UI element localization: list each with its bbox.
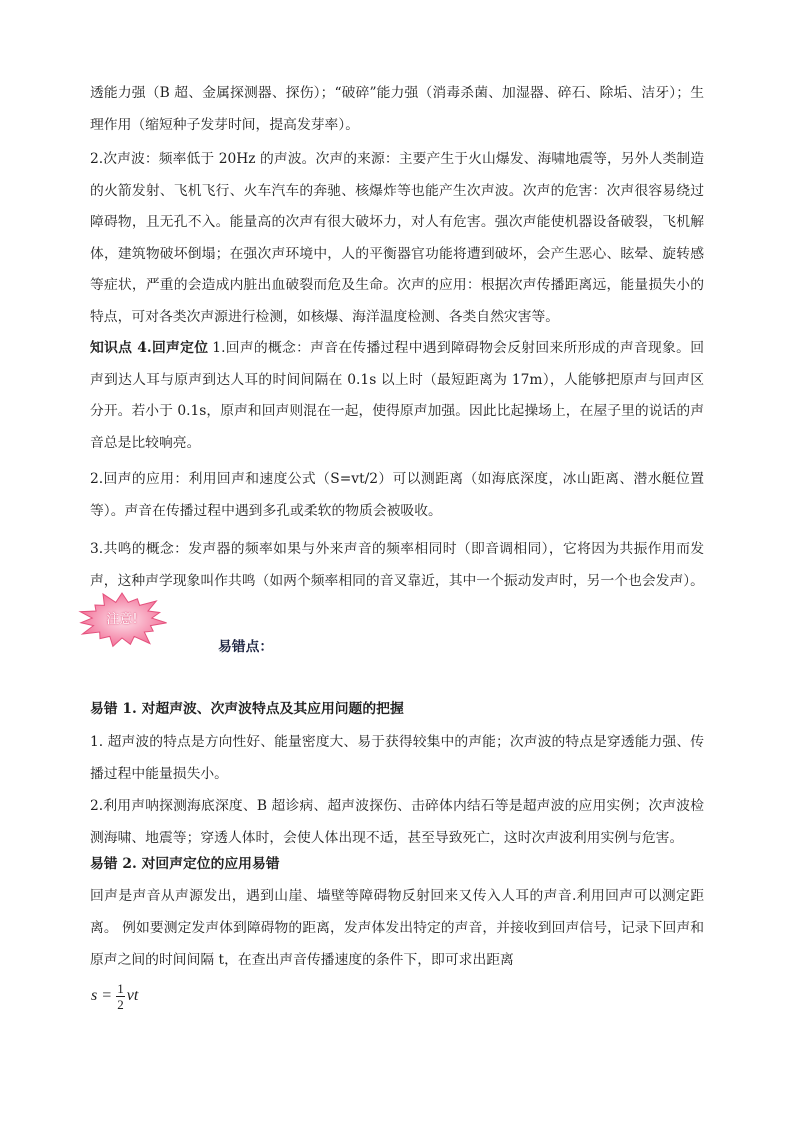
pitfall-1-heading: 易错 1. 对超声波、次声波特点及其应用问题的把握 xyxy=(90,701,404,717)
formula-denominator: 2 xyxy=(117,996,124,1012)
formula-fraction xyxy=(116,981,125,1012)
knowledge-point-4-heading: 知识点 4.回声定位 xyxy=(90,340,209,356)
notice-badge-label: 注意! xyxy=(106,612,138,627)
infrasound-paragraph: 2.次声波：频率低于 20Hz 的声波。次声的来源：主要产生于火山爆发、海啸地震等，另外人类制造的火箭发射、飞机飞行、火车汽车的奔驰、核爆炸等也能产生次声波。次声的危害：次声很容易绕过障碍物，且无孔不入。能量高的次声有很大破坏力，对人有危害。强次声能使机器设备破裂，飞机解体，建筑物破坏倒塌；在强次声环境中，人的平衡器官功能将遭到破坏，会产生恶心、眩晕、旋转感等症状，严重的会造成内脏出血破裂而危及生命。次声的应用：根据次声传播距离远，能量损失小的特点，可对各类次声源进行检测，如核爆、海洋温度检测、各类自然灾害等。 xyxy=(90,151,704,325)
pitfall-1-point-1: 1. 超声波的特点是方向性好、能量密度大、易于获得较集中的声能；次声波的特点是穿透能力强、传播过程中能量损失小。 xyxy=(90,734,704,782)
formula-lhs: s xyxy=(91,987,98,1004)
ultrasound-applications-paragraph: 透能力强（B 超、金属探测器、探伤）；“破碎”能力强（消毒杀菌、加湿器、碎石、除垢、洁牙）；生理作用（缩短种子发芽时间，提高发芽率）。 xyxy=(90,85,704,133)
resonance-concept-paragraph: 3.共鸣的概念：发声器的频率如果与外来声音的频率相同时（即音调相同），它将因为共振作用而发声，这种声学现象叫作共鸣（如两个频率相同的音叉靠近，其中一个振动发声时，另一个也会发声）。 xyxy=(90,541,704,589)
distance-formula xyxy=(90,978,704,1014)
pitfalls-title: 易错点： xyxy=(218,639,274,655)
echo-concept-paragraph xyxy=(90,333,704,459)
pitfall-1-point-2: 2.利用声呐探测海底深度、B 超诊病、超声波探伤、击碎体内结石等是超声波的应用实例；次声波检测海啸、地震等；穿透人体时，会使人体出现不适，甚至导致死亡，这时次声波利用实例与危害。 xyxy=(90,798,704,846)
formula-rhs: vt xyxy=(126,987,139,1004)
knowledge-section xyxy=(90,78,704,597)
notice-badge xyxy=(74,589,170,651)
formula-equals: = xyxy=(102,987,112,1004)
echo-application-paragraph: 2.回声的应用：利用回声和速度公式（S=vt/2）可以测距离（如海底深度，冰山距离、潜水艇位置等）。声音在传播过程中遇到多孔或柔软的物质会被吸收。 xyxy=(90,471,704,519)
formula-numerator: 1 xyxy=(117,980,124,996)
pitfall-2-paragraph: 回声是声音从声源发出，遇到山崖、墙壁等障碍物反射回来又传入人耳的声音.利用回声可以测定距离。 例如要测定发声体到障碍物的距离，发声体发出特定的声音，并接收到回声信号，记录下回声和原声之间的时间间隔 t，在查出声音传播速度的条件下，即可求出距离 xyxy=(90,888,704,968)
pitfalls-section xyxy=(90,695,704,1014)
echo-concept-text: 1.回声的概念：声音在传播过程中遇到障碍物会反射回来所形成的声音现象。回声到达人耳与原声到达人耳的时间间隔在 0.1s 以上时（最短距离为 17m），人能够把原声与回声区分开。若小于 0.1s，原声和回声则混在一起，使得原声加强。因此比起操场上，在屋子里的说话的声音总是比较响亮。 xyxy=(90,340,704,451)
pitfall-2-heading: 易错 2. 对回声定位的应用易错 xyxy=(90,856,280,872)
